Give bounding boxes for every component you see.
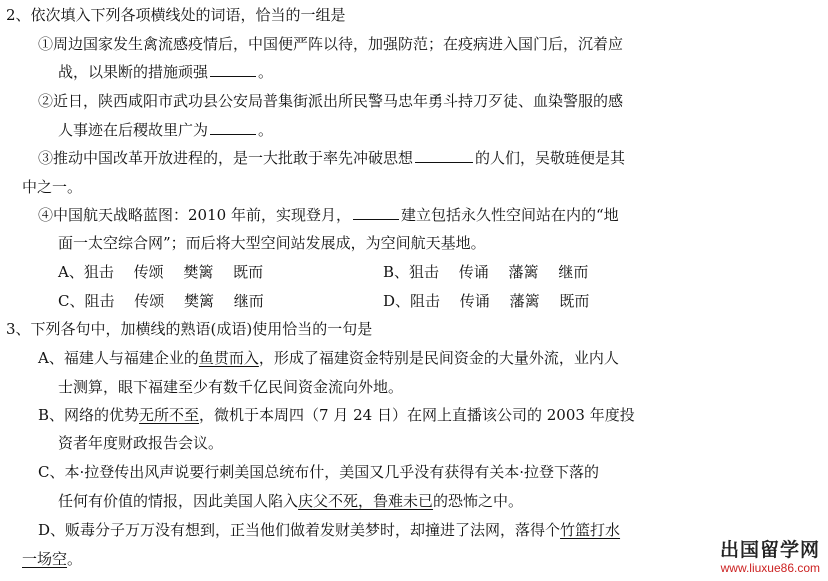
q3-option-a-line-1 [38,348,619,368]
q3-b-text-2: ，微机于本周四（7 月 24 日）在网上直播该公司的 2003 年度投 [199,406,635,424]
q3-c-idiom: 庆父不死，鲁难未已 [298,492,434,510]
q2-s4-text-2: 建立包括永久性空间站在内的“地 [400,206,619,224]
q2-option-b: B、狙击 传诵 藩篱 继而 [383,263,589,281]
q3-option-b-line-2: 资者年度财政报告会议。 [58,434,224,452]
q3-a-idiom: 鱼贯而入 [198,349,259,367]
q2-s1-text: 战，以果断的措施顽强 [58,63,209,81]
q2-sentence-3-line-2: 中之一。 [22,178,83,196]
q2-s2-text: 人事迹在后稷故里广为 [58,121,209,139]
watermark-site-name: 出国留学网 [719,539,820,561]
q3-d-text: D、贩毒分子万万没有想到，正当他们做着发财美梦时，却撞进了法网，落得个 [38,521,561,539]
q2-sentence-2-line-1: ②近日，陕西咸阳市武功县公安局普集街派出所民警马忠年勇斗持刀歹徒、血染警服的感 [38,92,624,110]
q3-option-a-line-2: 士测算，眼下福建至少有数千亿民间资金流向外地。 [58,378,404,396]
q3-a-text-2: ，形成了福建资金特别是民间资金的大量外流，业内人 [258,349,619,367]
q2-s3-text: ③推动中国改革开放进程的，是一大批敢于率先冲破思想 [38,149,414,167]
q2-option-d: D、阻击 传诵 藩篱 既而 [383,292,590,310]
q2-s4-text: ④中国航天战略蓝图：2010 年前，实现登月， [38,206,351,224]
q2-sentence-2-line-2 [58,120,273,140]
q3-stem: 3、下列各句中，加横线的熟语(成语)使用恰当的一句是 [6,320,373,338]
q2-s3-text-2: 的人们，吴敬琏便是其 [475,149,626,167]
answer-blank [415,148,473,163]
answer-blank [210,62,256,77]
q2-s2-end: 。 [258,121,274,139]
q3-option-b-line-1 [38,405,635,425]
q2-sentence-4-line-1 [38,205,619,225]
q2-stem: 2、依次填入下列各项横线处的词语，恰当的一组是 [6,6,346,24]
q2-s1-end: 。 [258,63,274,81]
q2-option-a: A、狙击 传颂 樊篱 既而 [58,263,264,281]
answer-blank [210,120,256,135]
q3-b-text: B、网络的优势 [38,406,140,424]
q2-sentence-1-line-1: ①周边国家发生禽流感疫情后，中国便严阵以待，加强防范；在疫病进入国门后，沉着应 [38,35,624,53]
q3-c-text: 任何有价值的情报，因此美国人陷入 [58,492,299,510]
q3-b-idiom: 无所不至 [139,406,200,424]
q3-c-text-2: 的恐怖之中。 [433,492,524,510]
q3-d-idiom-part-2: 一场空 [22,550,68,568]
watermark-url: www.liuxue86.com [720,561,820,575]
q2-sentence-1-line-2 [58,62,273,82]
q2-sentence-4-line-2: 面一太空综合网”；而后将大型空间站发展成，为空间航天基地。 [58,234,486,252]
q3-d-idiom-part-1: 竹篮打水 [560,521,621,539]
q2-sentence-3-line-1 [38,148,625,168]
answer-blank [353,205,399,220]
q3-d-end: 。 [67,550,83,568]
q3-option-d-line-1 [38,520,620,540]
q3-option-c-line-1: C、本·拉登传出风声说要行刺美国总统布什，美国又几乎没有获得有关本·拉登下落的 [38,463,600,481]
q3-option-d-line-2 [22,549,82,569]
q3-a-text: A、福建人与福建企业的 [38,349,199,367]
q3-option-c-line-2 [58,491,523,511]
q2-option-c: C、阻击 传颂 樊篱 继而 [58,292,264,310]
site-watermark [670,539,820,579]
